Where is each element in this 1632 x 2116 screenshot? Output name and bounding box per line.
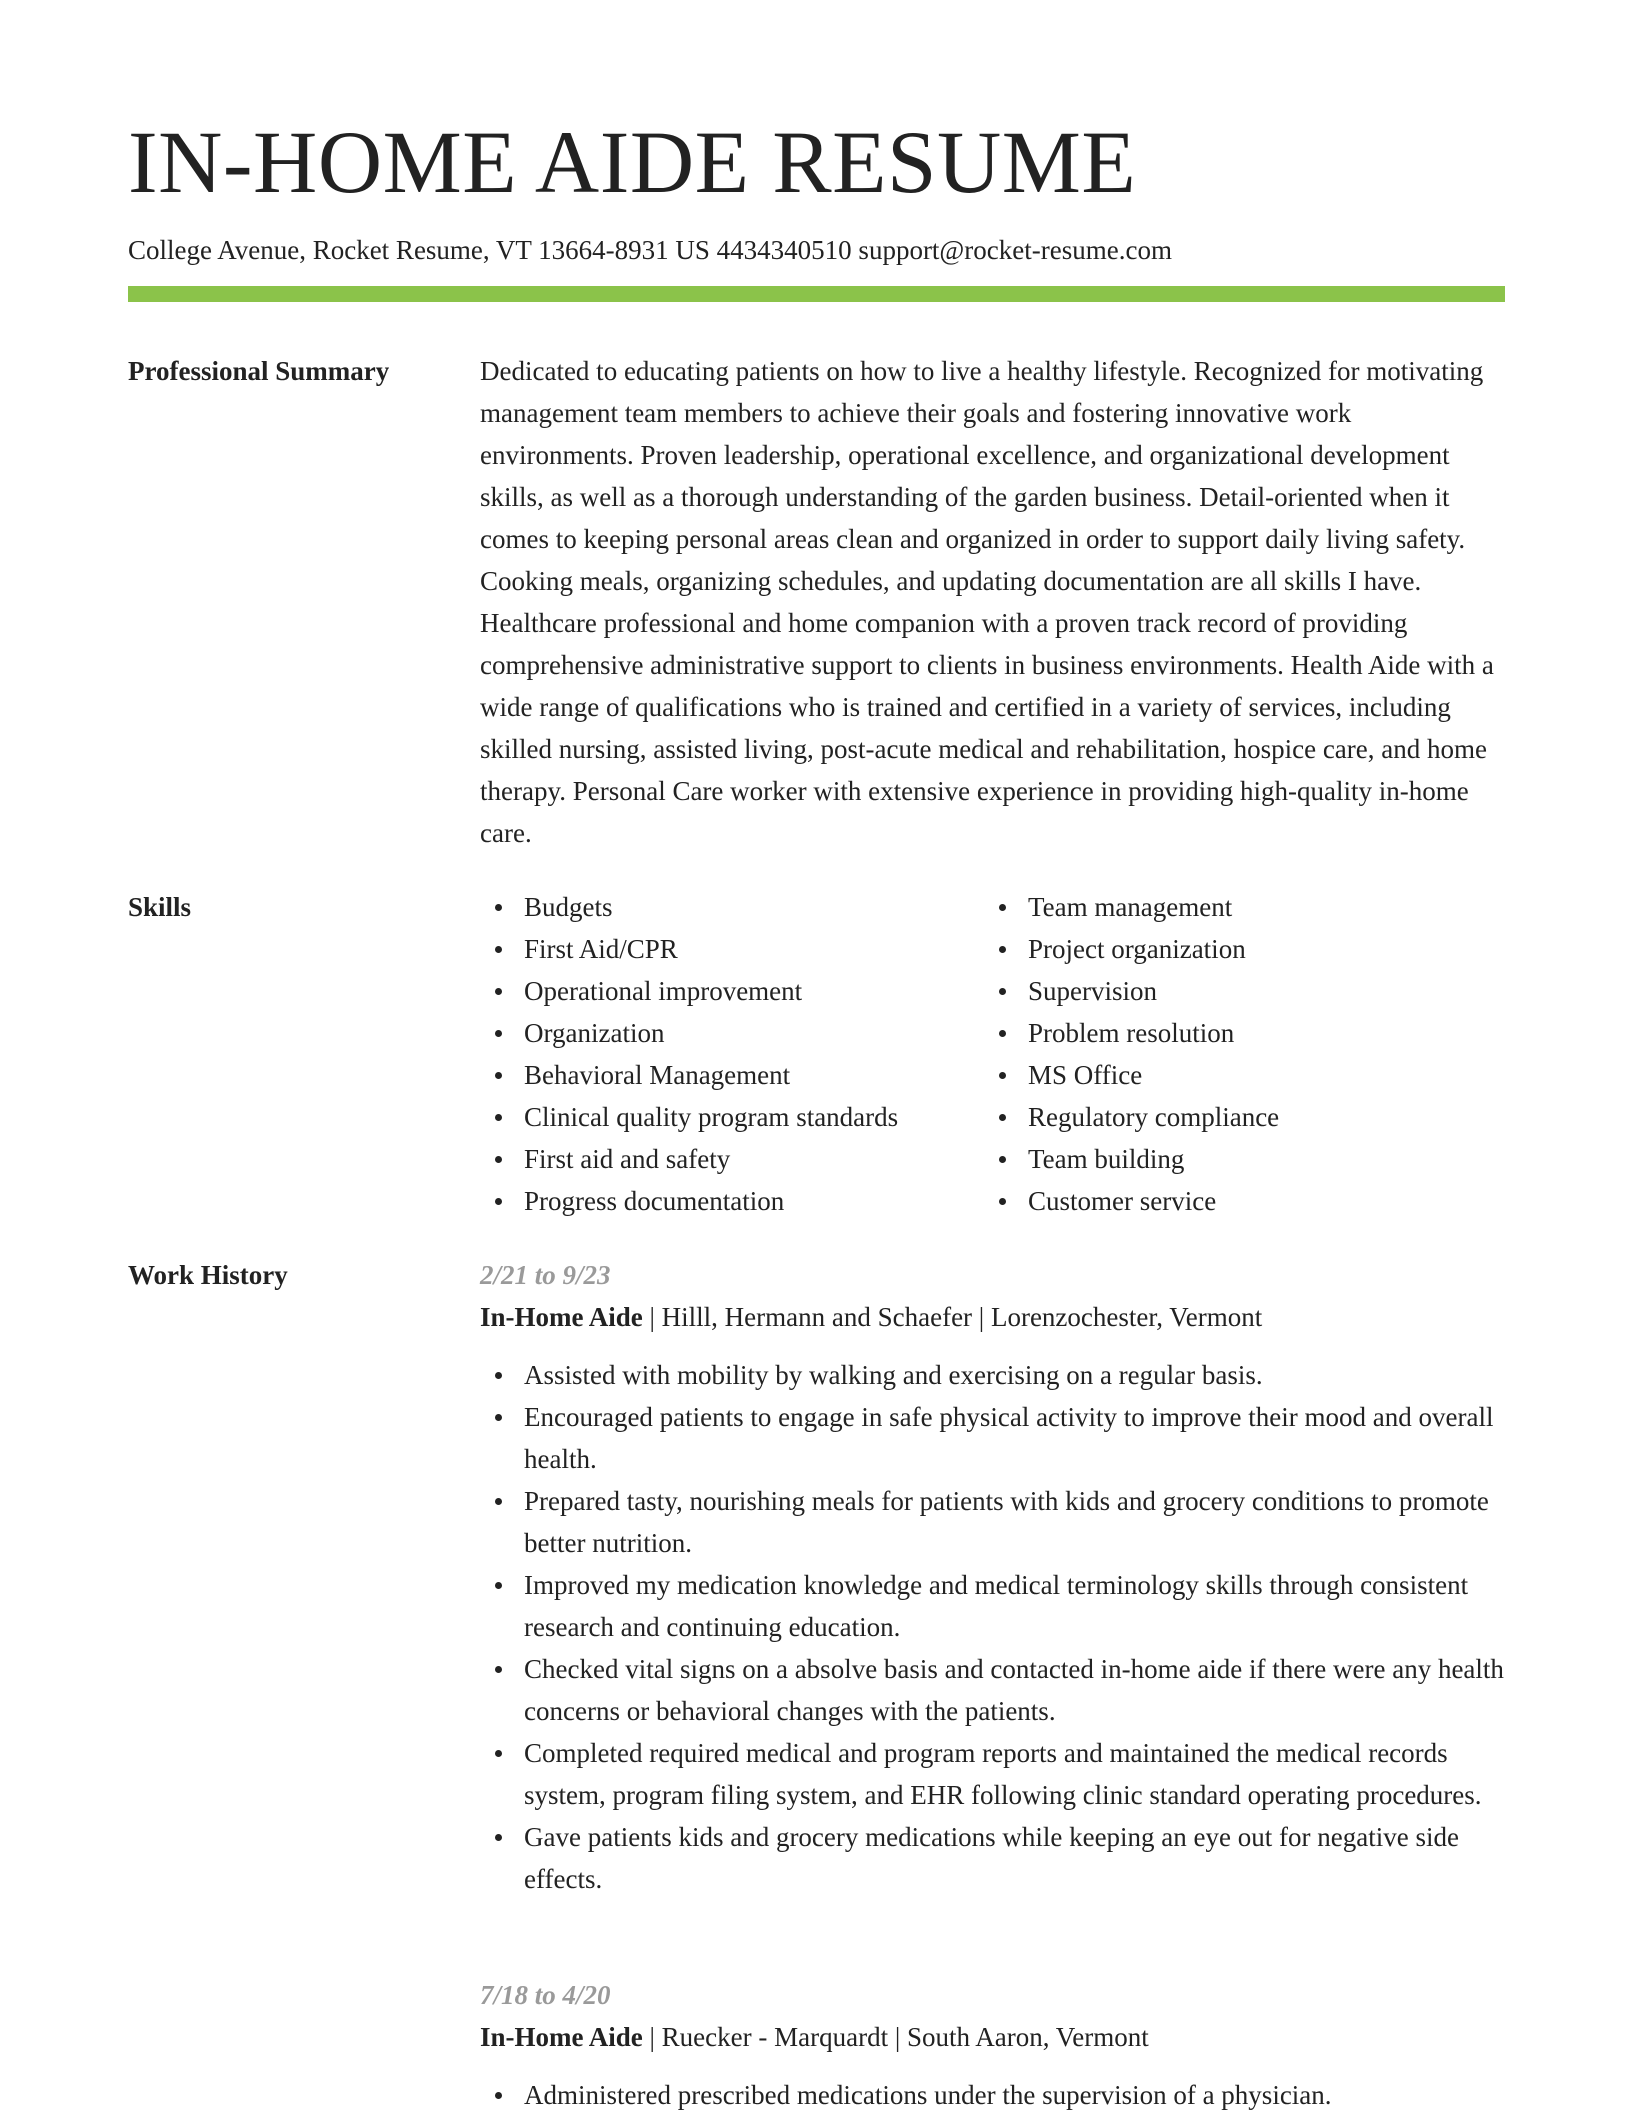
skills-list-right [984,886,1504,1222]
skill-item: Behavioral Management [480,1054,960,1096]
skill-item: Progress documentation [480,1180,960,1222]
work-history-heading: Work History [128,1260,288,1290]
job-details: | Hilll, Hermann and Schaefer | Lorenzochester, Vermont [642,1302,1263,1332]
contact-info: College Avenue, Rocket Resume, VT 13664-8931 US 4434340510 support@rocket-resume.com [128,235,1172,265]
job-title: In-Home Aide [480,1302,643,1332]
summary-heading: Professional Summary [128,356,390,386]
skill-item: Budgets [480,886,960,928]
skill-item: Regulatory compliance [984,1096,1504,1138]
duty-item: Gave patients kids and grocery medications while keeping an eye out for negative side effects. [480,1816,1506,1900]
skills-list-left [480,886,960,1222]
skill-item: First Aid/CPR [480,928,960,970]
job-duties [480,2074,1506,2116]
summary-text: Dedicated to educating patients on how to live a healthy lifestyle. Recognized for motivating management team members to achieve their goals and fostering innovative work environments. Proven leadership, operational excellence, and organizational development skills, as well as a thorough understanding of the garden business. Detail-oriented when it comes to keeping personal areas clean and organized in order to support daily living safety. Cooking meals, organizing schedules, and updating documentation are all skills I have. Healthcare professional and home companion with a proven track record of providing comprehensive administrative support to clients in business environments. Health Aide with a wide range of qualifications who is trained and certified in a variety of services, including skilled nursing, assisted living, post-acute medical and rehabilitation, hospice care, and home therapy. Personal Care worker with extensive experience in providing high-quality in-home care. [480,356,1494,848]
skill-item: Team building [984,1138,1504,1180]
duty-item: Encouraged patients to engage in safe physical activity to improve their mood and overall health. [480,1396,1506,1480]
resume-title: IN-HOME AIDE RESUME [128,114,1137,212]
duty-item: Completed required medical and program reports and maintained the medical records system, program filing system, and EHR following clinic standard operating procedures. [480,1732,1506,1816]
skill-item: Customer service [984,1180,1504,1222]
duty-item: Prepared tasty, nourishing meals for patients with kids and grocery conditions to promote better nutrition. [480,1480,1506,1564]
job-title: In-Home Aide [480,2022,643,2052]
duty-item: Checked vital signs on a absolve basis and contacted in-home aide if there were any health concerns or behavioral changes with the patients. [480,1648,1506,1732]
skill-item: MS Office [984,1054,1504,1096]
job-heading [480,2016,1149,2058]
job-dates: 2/21 to 9/23 [480,1260,611,1290]
job-details: | Ruecker - Marquardt | South Aaron, Vermont [642,2022,1149,2052]
skill-item: Team management [984,886,1504,928]
skill-item: First aid and safety [480,1138,960,1180]
skills-heading: Skills [128,892,192,922]
skill-item: Project organization [984,928,1504,970]
duty-item: Administered prescribed medications under the supervision of a physician. [480,2074,1506,2116]
job-duties [480,1354,1506,1900]
skill-item: Operational improvement [480,970,960,1012]
header-divider [128,286,1505,302]
duty-item: Improved my medication knowledge and medical terminology skills through consistent research and continuing education. [480,1564,1506,1648]
job-heading [480,1296,1262,1338]
duty-item: Assisted with mobility by walking and exercising on a regular basis. [480,1354,1506,1396]
skill-item: Clinical quality program standards [480,1096,960,1138]
skill-item: Supervision [984,970,1504,1012]
job-dates: 7/18 to 4/20 [480,1980,611,2010]
skill-item: Organization [480,1012,960,1054]
skill-item: Problem resolution [984,1012,1504,1054]
